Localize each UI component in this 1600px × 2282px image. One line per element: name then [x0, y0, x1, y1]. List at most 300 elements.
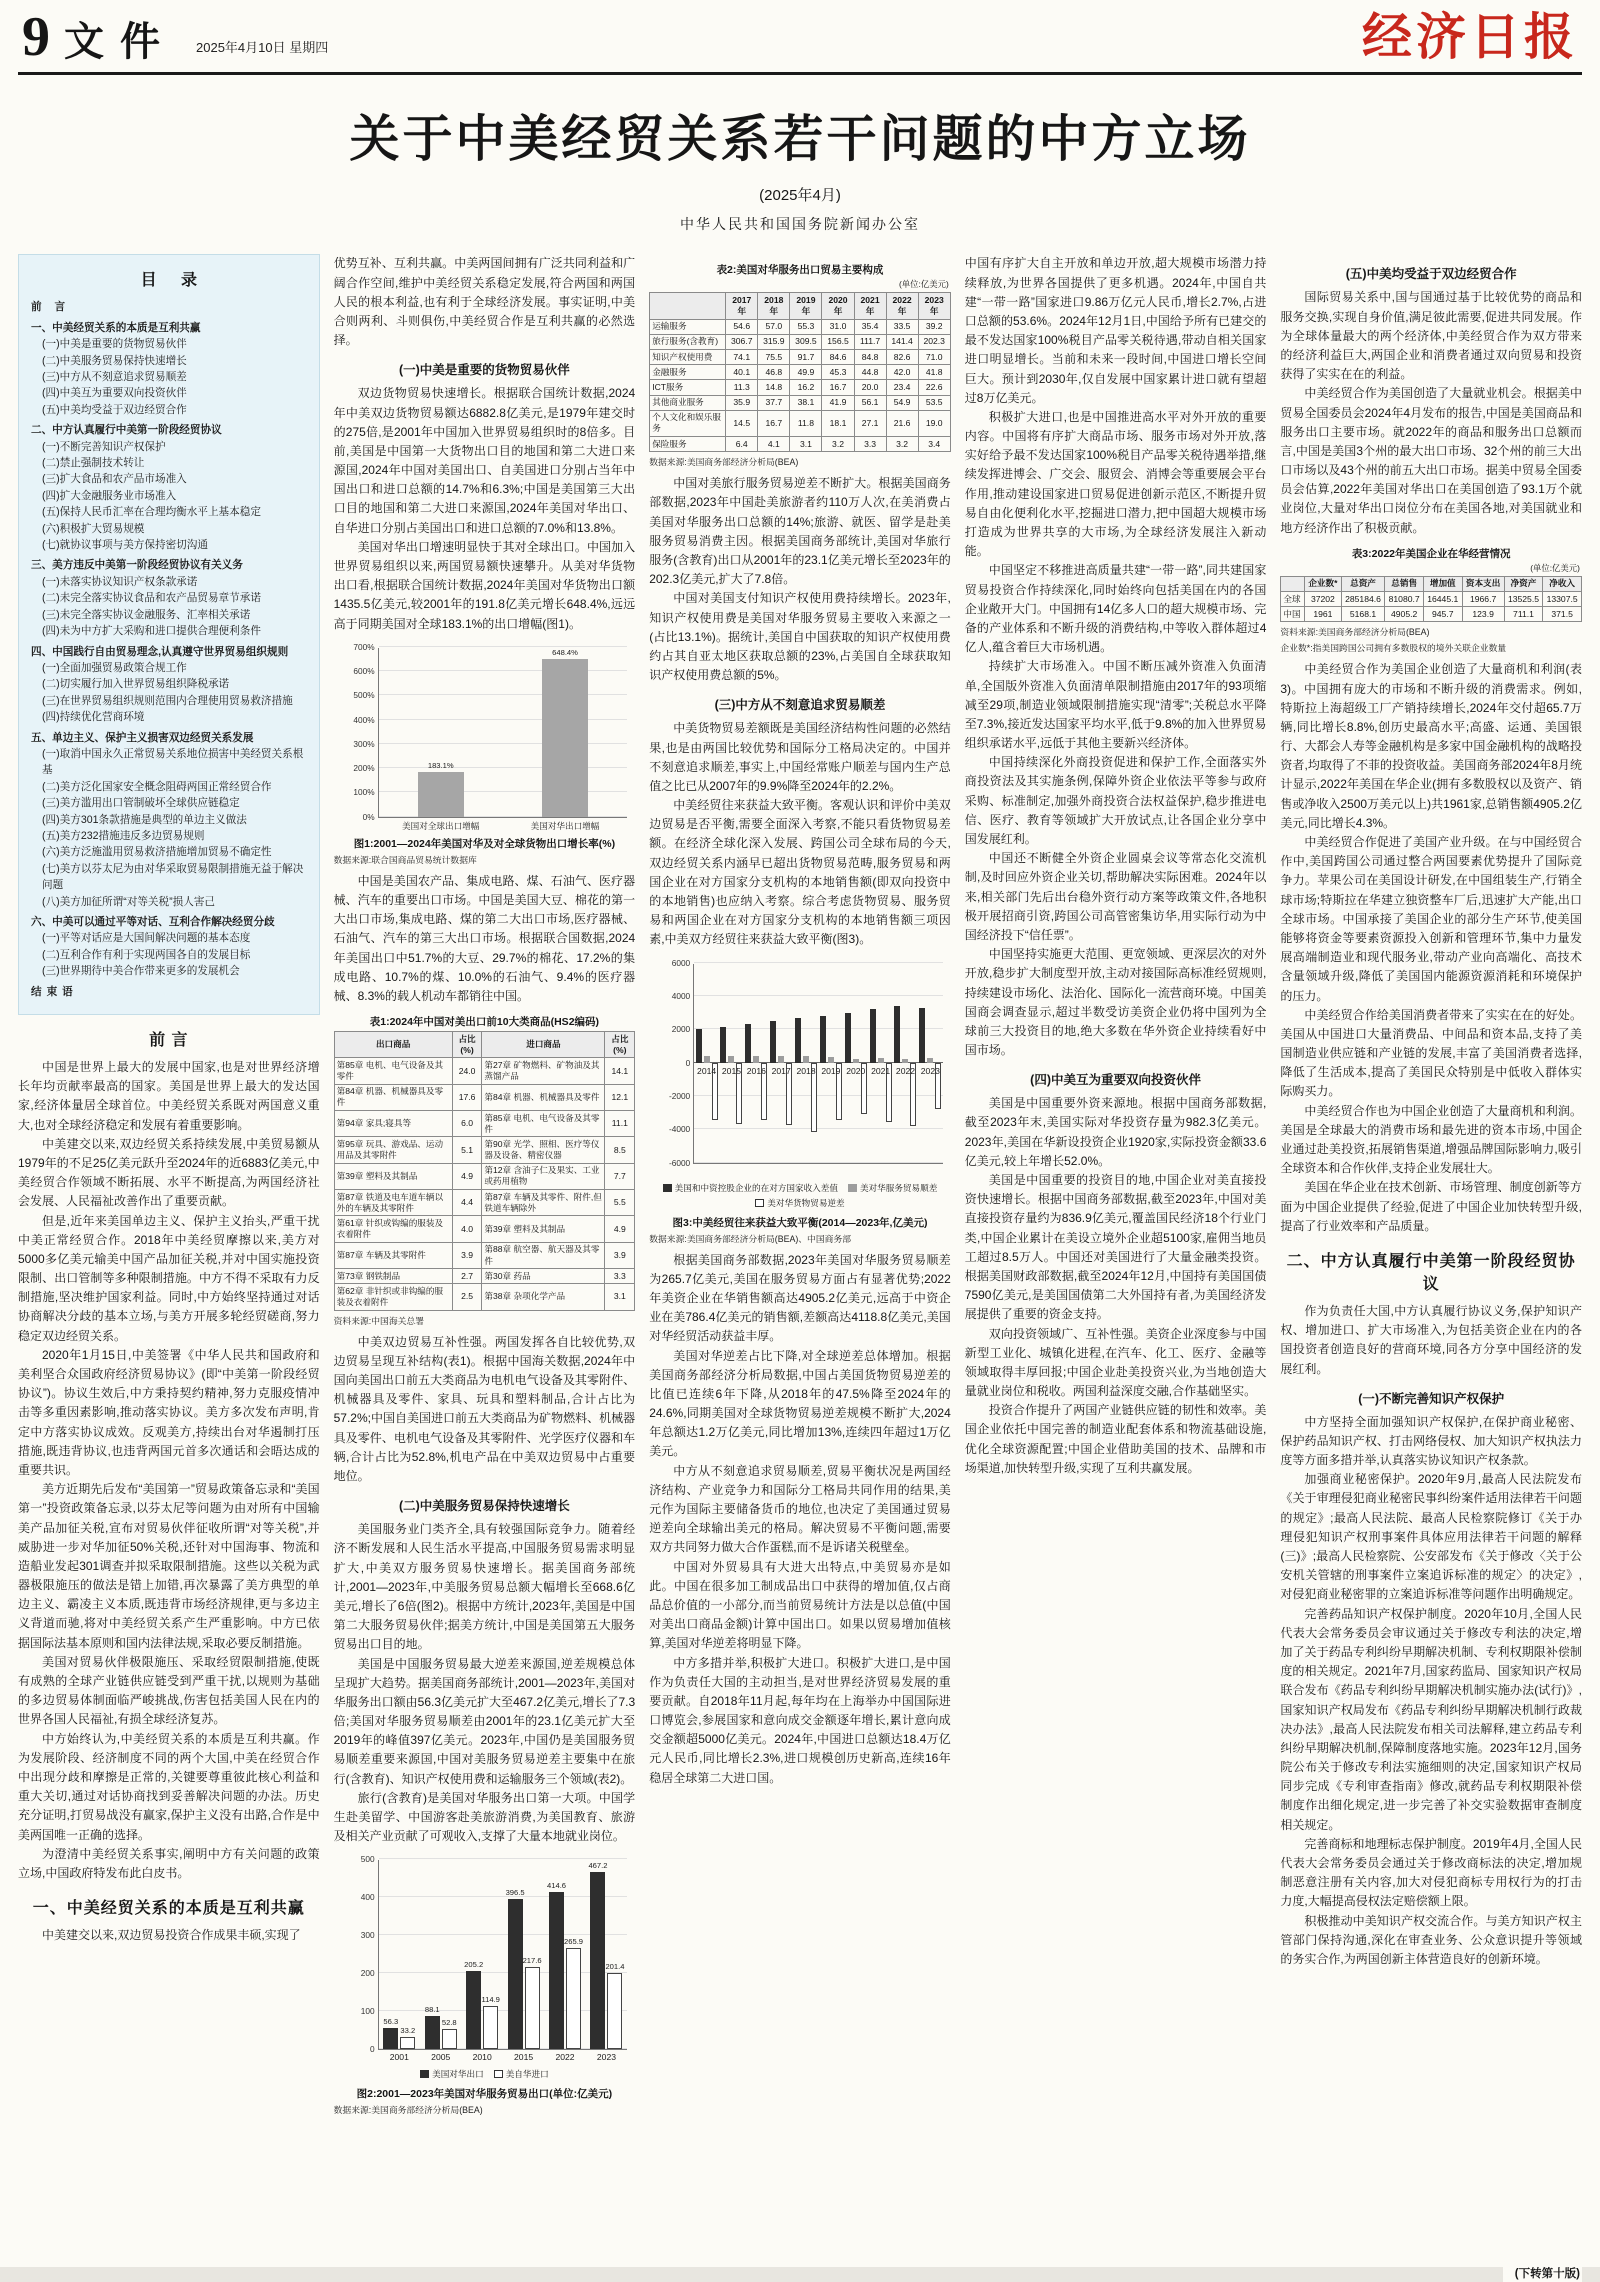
sub-heading: (四)中美互为重要双向投资伙伴	[1030, 1073, 1201, 1088]
y-axis-tick: 200	[360, 1968, 375, 1979]
toc-item: (六)美方泛施滥用贸易救济措施增加贸易不确定性	[42, 846, 272, 859]
figure-source: 数据来源:美国商务部经济分析局(BEA)	[333, 2105, 483, 2116]
column-header: 2019年	[790, 293, 822, 319]
bar	[400, 2037, 415, 2050]
table-cell: 38.1	[790, 395, 822, 410]
table-cell: 44.8	[854, 365, 886, 380]
table-header-row	[1281, 576, 1582, 591]
paragraph: 中方从不刻意追求贸易顺差,贸易平衡状况是两国经济结构、产业竞争力和国际分工格局共同作用的结果,美元作为国际主要储备货币的地位,也决定了美国通过贸易逆差向全球输出美元的格局。解决贸易不平衡问题,需要双方共同努力做大合作蛋糕,而不是诉诸关税壁垒。	[649, 1463, 951, 1555]
gridline	[694, 962, 943, 963]
toc-item: (四)持续优化营商环境	[42, 711, 145, 724]
chart-legend	[649, 1182, 951, 1209]
table-cell: 中国	[1281, 607, 1305, 622]
table-2	[649, 262, 951, 468]
table-cell: 14.8	[758, 380, 790, 395]
y-axis-tick: 2000	[671, 1024, 691, 1035]
table-cell: 4.9	[605, 1216, 635, 1242]
x-axis-label: 2017	[771, 1065, 791, 1076]
table-cell: 37.7	[758, 395, 790, 410]
paragraph: 完善药品知识产权保护制度。2020年10月,全国人民代表大会常务委员会审议通过关于修改专利法的决定,增加了关于药品专利纠纷早期解决机制、专利权期限补偿制度的相关规定。2021年7月,国家药监局、国家知识产权局联合发布《药品专利纠纷早期解决机制实施办法(试行)》,国家知识产权局发布《药品专利纠纷早期解决机制行政裁决办法》,最高人民法院发布相关司法解释,建立药品专利纠纷早期解决机制,保障制度落地实施。2023年12月,国务院公布关于修改专利法实施细则的决定,国家知识产权局同步完成《专利审查指南》修改,就药品专利权期限补偿制度作出细化规定,进一步完善了补交实验数据审查制度相关规定。	[1280, 1606, 1582, 1832]
bar	[753, 1056, 759, 1062]
paragraph: 美国是中国服务贸易最大逆差来源国,逆差规模总体呈现扩大趋势。据美国商务部统计,2001—2023年,美国对华服务出口额由56.3亿美元扩大至467.2亿美元,增长了7.3倍;美国对华服务贸易顺差由2001年的23.1亿美元扩大至2019年的峰值397亿美元。2023年,中国仍是美国服务贸易顺差重要来源国,中国对美服务贸易逆差主要集中在旅行(含教育)、知识产权使用费和运输服务三个领域(表2)。	[333, 1656, 636, 1786]
legend-item	[755, 1197, 844, 1209]
y-axis-tick: 100%	[353, 787, 375, 798]
table-cell: 13525.5	[1504, 592, 1543, 607]
data-table	[1280, 576, 1582, 623]
toc-item: (四)美方301条款措施是典型的单边主义做法	[42, 813, 247, 826]
table-cell: 4.1	[758, 437, 790, 452]
toc-item: (一)全面加强贸易政策合规工作	[42, 661, 187, 674]
table-cell: 12.1	[605, 1084, 635, 1110]
gridline	[379, 791, 628, 792]
table-cell: 第27章 矿物燃料、矿物油及其蒸馏产品	[482, 1058, 605, 1084]
table-cell: 75.5	[758, 350, 790, 365]
paragraph: 积极扩大进口,也是中国推进高水平对外开放的重要内容。中国将有序扩大商品市场、服务市场对外开放,落实好给予最不发达国家100%税目产品零关税待遇举措,继续发挥进博会、广交会、服贸会、消博会等重要展会平台作用,推动建设国家进口贸易促进创新示范区,不断提升贸易自由化便利化水平,挖掘进口潜力,把中国超大规模市场打造成为世界共享的大市场,为全球经济发展注入新动能。	[964, 409, 1267, 559]
paragraph: 完善商标和地理标志保护制度。2019年4月,全国人民代表大会常务委员会通过关于修改商标法的决定,增加规制恶意注册有关内容,加大对侵犯商标专用权行为的打击力度,大幅提高侵权法定赔偿额上限。	[1280, 1836, 1582, 1909]
paragraph: 中美经贸合作为美国企业创造了大量商机和利润(表3)。中国拥有庞大的市场和不断升级的消费需求。例如,特斯拉上海超级工厂产销持续增长,2024年交付超65.7万辆,同比增长8.8%,创历史最高水平;高盛、运通、美国银行、大都会人寿等金融机构是多家中国金融机构的战略投资者,均取得了不菲的投资收益。美国商务部2024年8月统计显示,2022年美国在华企业(拥有多数股权以及资产、销售或净收入2500万美元以上)共1961家,总销售额4905.2亿美元,同比增长4.3%。	[1280, 662, 1582, 830]
table-cell: 91.7	[790, 350, 822, 365]
column-header: 占比(%)	[452, 1032, 482, 1058]
x-axis-label: 2015	[721, 1065, 742, 1076]
table-source: 资料来源:美国商务部经济分析局(BEA)	[1280, 627, 1430, 638]
table-cell: 74.1	[726, 350, 758, 365]
toc-item: (三)扩大食品和农产品市场准入	[42, 473, 187, 486]
toc-item: (一)平等对话应是大国间解决问题的基本态度	[42, 932, 251, 945]
table-cell: 第85章 电机、电气设备及其零件	[482, 1111, 605, 1137]
paragraph: 中美经贸合作给美国消费者带来了实实在在的好处。美国从中国进口大量消费品、中间品和资本品,支持了美国制造业供应链和产业链的发展,丰富了美国消费者选择,降低了生活成本,提高了美国民众特别是中低收入群体实际购买力。	[1280, 1007, 1582, 1099]
gridline	[379, 767, 628, 768]
y-axis-tick: 0	[685, 1057, 691, 1068]
date-line: 2025年4月10日 星期四	[196, 40, 329, 56]
y-axis-tick: -4000	[668, 1124, 691, 1135]
toc-item: (三)中方从不刻意追求贸易顺差	[42, 371, 187, 384]
table-cell: 24.0	[452, 1058, 482, 1084]
table-row	[650, 395, 951, 410]
toc-item: (一)不断完善知识产权保护	[42, 440, 166, 453]
y-axis-tick: 0	[369, 2044, 375, 2055]
bar	[525, 1967, 540, 2050]
paragraph: 双向投资领域广、互补性强。美资企业深度参与中国新型工业化、城镇化进程,在汽车、化工、医疗、金融等领域取得丰厚回报;中国企业赴美投资兴业,为当地创造大量就业岗位和税收。两国利益深度交融,合作基础坚实。	[964, 1326, 1267, 1399]
paragraph: 国际贸易关系中,国与国通过基于比较优势的商品和服务交换,实现自身价值,满足彼此需要,促进共同发展。作为全球体量最大的两个经济体,中美经贸合作为双方带来的经济利益巨大,两国企业和消费者通过双向贸易和投资获得了实实在在的利益。	[1280, 290, 1582, 382]
toc-item: (三)在世界贸易组织规则范围内合理使用贸易救济措施	[42, 694, 293, 707]
paragraph: 中国有序扩大自主开放和单边开放,超大规模市场潜力持续释放,为世界各国提供了更多机遇。2024年,中国自共建“一带一路”国家进口9.86万亿元人民币,增长2.7%,占进口总额的53.6%。2024年12月1日,中国给予所有已建交的最不发达国家100%税目产品零关税待遇,带动自相关国家进口明显增长。当前和未来一段时间,中国进口增长空间巨大。预计到2030年,仅自发展中国家累计进口就有望超过8万亿美元。	[964, 256, 1267, 405]
table-cell: 371.5	[1543, 607, 1582, 622]
table-row	[334, 1242, 635, 1268]
table-cell: 14.5	[726, 410, 758, 436]
table-cell: 35.9	[726, 395, 758, 410]
y-axis-tick: 400	[360, 1892, 375, 1903]
bar	[902, 1059, 908, 1063]
table-cell: 1966.7	[1462, 592, 1504, 607]
paragraph: 持续扩大市场准入。中国不断压减外资准入负面清单,全国版外资准入负面清单限制措施由2017年的93项缩减至29项,制造业领域限制措施实现“清零”;关税总水平降至7.3%,接近发达国家平均水平,低于9.8%的加入世界贸易组织承诺水平,远低于其他主要新兴经济体。	[964, 659, 1267, 751]
column-header: 2020年	[822, 293, 854, 319]
legend-label: 美国对华出口	[432, 2069, 484, 2080]
bar	[878, 1058, 884, 1062]
table-cell: 7.7	[605, 1163, 635, 1189]
table-header-row	[650, 293, 951, 319]
bar-value-label: 114.9	[481, 1994, 500, 2004]
table-cell: 第87章 车辆及其零附件	[334, 1242, 452, 1268]
table-cell: 第39章 塑料及其制品	[482, 1216, 605, 1242]
table-cell: 4.9	[452, 1163, 482, 1189]
table-row	[650, 365, 951, 380]
legend-item	[848, 1182, 937, 1194]
toc-item: 一、中美经贸关系的本质是互利共赢	[31, 321, 201, 334]
table-source: 资料来源:中国海关总署	[333, 1315, 425, 1326]
paragraph: 中美建交以来,双边经贸关系持续发展,中美贸易额从1979年的不足25亿美元跃升至2024年的近6883亿美元,中美经贸合作领域不断拓展、水平不断提高,为两国经济社会发展、人民福祉改善作出了重要贡献。	[18, 1136, 320, 1209]
continuation-note: (下转第十版)	[1503, 2262, 1582, 2282]
x-axis-label: 2020	[846, 1065, 866, 1076]
y-axis-tick: 300	[360, 1930, 375, 1941]
table-cell: 第95章 玩具、游戏品、运动用品及其零附件	[334, 1137, 452, 1163]
table-cell: 315.9	[758, 334, 790, 349]
table-row	[650, 319, 951, 334]
bar-value-label: 648.4%	[552, 648, 578, 658]
article-title-block	[18, 75, 1582, 246]
bar-value-label: 33.2	[400, 2025, 416, 2035]
table-cell: 45.3	[822, 365, 854, 380]
paragraph: 美方近期先后发布“美国第一”贸易政策备忘录和“美国第一”投资政策备忘录,以芬太尼等问题为由对所有中国输美产品加征关税,宣布对贸易伙伴征收所谓“对等关税”,并威胁进一步对华加征50%关税,还针对中国海事、物流和造船业发起301调查并拟采取限制措施。这些以关税为武器极限施压的做法是错上加错,再次暴露了美方典型的单边主义、霸凌主义本质,既违背市场经济规律,更与多边主义背道而驰,将对中美经贸关系产生严重影响。中方已依据国际法基本原则和国内法律法规,采取必要反制措施。	[18, 1482, 320, 1650]
bar	[466, 1971, 481, 2049]
legend-swatch	[663, 1184, 672, 1192]
column-4	[965, 254, 1267, 2282]
bar-value-label: 56.3	[383, 2016, 399, 2026]
column-header: 企业数*	[1305, 576, 1342, 591]
bar-value-label: 265.9	[564, 1937, 584, 1947]
y-axis-tick: -2000	[668, 1090, 691, 1101]
figure-caption: 图1:2001—2024年美国对华及对全球货物出口增长率(%)	[353, 837, 616, 850]
table-row	[334, 1190, 635, 1216]
bar	[927, 1058, 933, 1062]
table-cell: 第62章 非针织或非钩编的服装及衣着附件	[334, 1284, 452, 1310]
paragraph: 中美经贸合作促进了美国产业升级。在与中国经贸合作中,美国跨国公司通过整合两国要素优势提升了国际竞争力。苹果公司在美国设计研发,在中国组装生产,行销全球市场;特斯拉在华建立独资整车厂后,迅速扩大产能,出口全球市场。中国承接了美国企业的部分生产环节,使美国能够将资金等要素资源投入创新和管理环节,集中力量发展高端制造业和现代服务业,带动产业向高端化、高技术含量领域升级,降低了美国国内能源资源消耗和环境保护的压力。	[1280, 835, 1582, 1003]
bar	[728, 1056, 734, 1062]
paragraph: 中美经贸合作也为中国企业创造了大量商机和利润。美国是全球最大的消费市场和最先进的资本市场,中国企业通过赴美投资,拓展销售渠道,增强品牌国际影响力,吸引全球资本和合作伙伴,支持企业发展壮大。	[1280, 1103, 1582, 1176]
table-cell: 46.8	[758, 365, 790, 380]
table-unit: (单位:亿美元)	[1530, 562, 1580, 573]
column-header: 出口商品	[334, 1032, 452, 1058]
toc-item: (二)未完全落实协议食品和农产品贸易章节承诺	[42, 592, 261, 605]
table-cell: 71.0	[918, 350, 950, 365]
x-axis-label: 2014	[697, 1065, 717, 1076]
table-cell: 6.0	[452, 1111, 482, 1137]
x-axis-label: 2023	[920, 1065, 940, 1076]
sub-heading: (一)不断完善知识产权保护	[1358, 1391, 1505, 1406]
table-cell: 16.7	[822, 380, 854, 395]
table-cell: 3.1	[605, 1284, 635, 1310]
table-cell: 运输服务	[650, 319, 726, 334]
table-note: 企业数*:指美国跨国公司拥有多数股权的境外关联企业数量	[1280, 643, 1507, 654]
paragraph: 加强商业秘密保护。2020年9月,最高人民法院发布《关于审理侵犯商业秘密民事纠纷案件适用法律若干问题的规定》;最高人民法院、最高人民检察院修订《关于办理侵犯知识产权刑事案件具体应用法律若干问题的解释(三)》;最高人民检察院、公安部发布《关于修改〈关于公安机关管辖的刑事案件立案追诉标准的规定〉的决定》,对侵犯商业秘密罪的立案追诉标准等问题作出明确规定。	[1280, 1472, 1582, 1602]
table-cell: 17.6	[452, 1084, 482, 1110]
toc-item: (六)积极扩大贸易规模	[42, 522, 145, 535]
table-cell: 49.9	[790, 365, 822, 380]
table-cell: 27.1	[854, 410, 886, 436]
table-cell: 18.1	[822, 410, 854, 436]
table-cell: 第84章 机器、机械器具及零件	[334, 1084, 452, 1110]
bar	[425, 2016, 440, 2049]
paragraph: 中国坚定不移推进高质量共建“一带一路”,同共建国家贸易投资合作持续深化,同时始终向包括美国在内的各国企业敞开大门。中国拥有14亿多人口的超大规模市场、完备的产业体系和不断升级的消费结构,中等收入群体超过4亿人,蕴含着巨大市场机遇。	[964, 563, 1267, 655]
toc-item: (五)美方232措施违反多边贸易规则	[42, 829, 205, 842]
y-axis-tick: 500%	[353, 690, 375, 701]
paragraph: 优势互补、互利共赢。中美两国间拥有广泛共同利益和广阔合作空间,维护中美经贸关系稳定发展,符合两国和两国人民的根本利益,也有利于全球经济发展。事实证明,中美合则两利、斗则俱伤,中美经贸合作是互利共赢的必然选择。	[333, 256, 636, 348]
legend-swatch	[494, 2070, 503, 2078]
table-cell: 个人文化和娱乐服务	[650, 410, 726, 436]
table-row	[334, 1058, 635, 1084]
bar	[853, 1059, 859, 1063]
column-1	[18, 254, 320, 2282]
table-cell: 全球	[1281, 592, 1305, 607]
table-cell: 23.4	[886, 380, 918, 395]
table-row	[334, 1216, 635, 1242]
table-cell: 54.6	[726, 319, 758, 334]
paragraph: 中国坚持实施更大范围、更宽领域、更深层次的对外开放,稳步扩大制度型开放,主动对接国际高标准经贸规则,持续建设市场化、法治化、国际化一流营商环境。中国美国商会调查显示,超过半数受访美资企业仍将中国列为全球前三大投资目的地,绝大多数在华外资企业持续看好中国市场。	[964, 947, 1267, 1058]
newspaper-masthead: 经济日报	[1362, 9, 1578, 66]
table-header-row	[334, 1032, 635, 1058]
paragraph: 中方坚持全面加强知识产权保护,在保护商业秘密、保护药品知识产权、打击网络侵权、加大知识产权执法力度等方面多措并举,认真落实协议知识产权条款。	[1280, 1414, 1582, 1468]
toc-item: (一)未落实协议知识产权条款承诺	[42, 575, 198, 588]
bar	[745, 1024, 751, 1062]
section-heading: 一、中美经贸关系的本质是互利共赢	[32, 1900, 305, 1918]
x-axis-label: 2021	[871, 1065, 891, 1076]
paragraph: 美国对华逆差占比下降,对全球逆差总体增加。根据美国商务部经济分析局数据,中国占美国货物贸易逆差的比值已连续6年下降,从2018年的47.5%降至2024年的24.6%,同期美国对全球货物贸易逆差规模不断扩大,2024年总额达1.2万亿美元,同比增加13%,连续四年超过1万亿美元。	[649, 1348, 951, 1459]
table-cell: 3.9	[605, 1242, 635, 1268]
data-table	[649, 292, 951, 452]
table-cell: 42.0	[886, 365, 918, 380]
bar	[845, 1013, 851, 1062]
x-axis-label: 2022	[895, 1065, 916, 1076]
sub-heading: (五)中美均受益于双边经贸合作	[1345, 267, 1517, 282]
paragraph: 中方始终认为,中美经贸关系的本质是互利共赢。作为发展阶段、经济制度不同的两个大国,中美在经贸合作中出现分歧和摩擦是正常的,关键要尊重彼此核心利益和重大关切,通过对话协商找到妥善解决问题的办法。历史充分证明,打贸易战没有赢家,保护主义没有出路,合作是中美两国唯一正确的选择。	[18, 1731, 320, 1842]
x-axis-label: 美国对全球出口增幅	[402, 820, 480, 831]
table-cell: 16.7	[758, 410, 790, 436]
toc-item: (四)未为中方扩大采购和进口提供合理便利条件	[42, 625, 261, 638]
toc-item: 前 言	[31, 301, 71, 314]
toc-item: (五)中美均受益于双边经贸合作	[42, 403, 187, 416]
table-cell: 3.3	[605, 1269, 635, 1284]
y-axis-tick: -6000	[668, 1157, 691, 1168]
bar-value-label: 467.2	[588, 1860, 608, 1870]
column-header: 2017年	[726, 293, 758, 319]
article-title: 关于中美经贸关系若干问题的中方立场	[349, 111, 1251, 168]
toc-item: (一)取消中国永久正常贸易关系地位损害中美经贸关系根基	[42, 747, 304, 777]
figure-source: 数据来源:联合国商品贸易统计数据库	[333, 854, 477, 865]
paragraph: 美国对华出口增速明显快于其对全球出口。中国加入世界贸易组织以来,两国贸易额快速攀升。从美对华货物出口看,根据联合国统计数据,2024年美国对华货物出口额1435.5亿美元,较2001年的191.8亿美元增长648.4%,远远高于同期美国对全球183.1%的出口增幅(图1)。	[333, 539, 636, 631]
table-cell: 31.0	[822, 319, 854, 334]
table-cell: 第61章 针织或钩编的服装及衣着附件	[334, 1216, 452, 1242]
page-number: 9	[22, 6, 50, 68]
figure-2	[333, 1854, 636, 2116]
table-cell: 111.7	[854, 334, 886, 349]
toc-item: 二、中方认真履行中美第一阶段经贸协议	[31, 424, 222, 437]
toc-item: (八)美方加征所谓“对等关税”损人害己	[42, 895, 216, 908]
table-cell: 第87章 车辆及其零件、附件,但铁道车辆除外	[482, 1190, 605, 1216]
paragraph: 中国是美国农产品、集成电路、煤、石油气、医疗器械、汽车的重要出口市场。中国是美国大豆、棉花的第一大出口市场,集成电路、煤的第二大出口市场,医疗器械、石油气、汽车的第三大出口市场。根据联合国数据,2024年美国出口中51.7%的大豆、29.7%的棉花、17.2%的集成电路、10.7%的煤、10.0%的石油气、9.4%的医疗器械、8.3%的载人机动车都销往中国。	[333, 873, 636, 1003]
toc-item: (二)禁止强制技术转让	[42, 457, 145, 470]
legend-label: 美对华货物贸易逆差	[767, 1197, 845, 1208]
table-cell: 5.1	[452, 1137, 482, 1163]
table-cell: 306.7	[726, 334, 758, 349]
table-cell: 81080.7	[1385, 592, 1424, 607]
table-row	[650, 437, 951, 452]
table-cell: 82.6	[886, 350, 918, 365]
x-axis-label: 2016	[746, 1065, 766, 1076]
table-caption: 表3:2022年美国企业在华经营情况	[1351, 547, 1511, 560]
table-cell: 3.3	[854, 437, 886, 452]
x-axis-label: 2019	[821, 1065, 841, 1076]
bar	[549, 1892, 564, 2050]
table-caption: 表2:美国对华服务出口贸易主要构成	[716, 264, 884, 277]
toc-item: (二)互利合作有利于实现两国各自的发展目标	[42, 948, 251, 961]
table-cell: 20.0	[854, 380, 886, 395]
bar	[894, 1006, 900, 1063]
toc-item: 三、美方违反中美第一阶段经贸协议有关义务	[31, 559, 243, 572]
table-cell: ICT服务	[650, 380, 726, 395]
paragraph: 中美经贸往来获益大致平衡。客观认识和评价中美双边贸易是否平衡,需要全面深入考察,不能只看货物贸易差额。在经济全球化深入发展、跨国公司全球布局的今天,双边经贸关系内涵早已超出货物贸易范畴,服务贸易和两国企业在对方国家分支机构的本地销售额(即双向投资中的本地销售)也应纳入考察。综合考虑货物贸易、服务贸易和两国企业在对方国家分支机构的本地销售额三项因素,中美双方经贸往来获益大致平衡(图3)。	[649, 798, 951, 947]
toc-item: 六、中美可以通过平等对话、互利合作解决经贸分歧	[31, 916, 275, 929]
table-of-contents	[18, 254, 320, 1015]
table-cell: 2.7	[452, 1269, 482, 1284]
table-cell: 57.0	[758, 319, 790, 334]
table-cell: 2.5	[452, 1284, 482, 1310]
table-cell: 285184.6	[1341, 592, 1385, 607]
table-row	[334, 1269, 635, 1284]
paragraph: 中美货物贸易差额既是美国经济结构性问题的必然结果,也是由两国比较优势和国际分工格局决定的。中国并不刻意追求顺差,事实上,中国经常账户顺差与国内生产总值之比已从2007年的9.9%降至2024年的2.2%。	[649, 721, 951, 793]
chart-plot	[668, 957, 943, 1168]
table-cell: 4.4	[452, 1190, 482, 1216]
table-cell: 56.1	[854, 395, 886, 410]
toc-item: 结束语	[31, 985, 78, 998]
sub-heading: (二)中美服务贸易保持快速增长	[398, 1499, 570, 1514]
bar-value-label: 183.1%	[427, 761, 454, 771]
bar	[696, 1029, 702, 1062]
bar-value-label: 205.2	[464, 1960, 484, 1970]
table-cell: 4.0	[452, 1216, 482, 1242]
y-axis-tick: 0%	[362, 811, 375, 822]
bar	[704, 1056, 710, 1062]
table-source: 数据来源:美国商务部经济分析局(BEA)	[649, 457, 799, 468]
paragraph: 美国是中国重要的投资目的地,中国企业对美直接投资快速增长。根据中国商务部数据,截至2023年,中国对美直接投资存量约为836.9亿美元,覆盖国民经济18个行业门类,中国企业累计在美设立境外企业超5100家,雇佣当地员工超过8.5万人。中国还对美国进行了大量金融类投资。根据美国财政部数据,截至2024年12月,中国持有美国国债7590亿美元,是美国国债第二大外国持有者,为美国经济发展提供了重要的资金支持。	[964, 1173, 1267, 1322]
table-cell: 8.5	[605, 1137, 635, 1163]
table-cell: 14.1	[605, 1058, 635, 1084]
toc-item: (七)就协议事项与美方保持密切沟通	[42, 539, 208, 552]
toc-item: (一)中美是重要的货物贸易伙伴	[42, 338, 187, 351]
gridline	[379, 719, 628, 720]
column-3	[649, 254, 951, 2282]
column-header	[1281, 576, 1305, 591]
table-cell: 第73章 钢铁制品	[334, 1269, 452, 1284]
gridline	[694, 1128, 943, 1129]
section-name: 文件	[64, 20, 176, 65]
toc-item: 四、中国践行自由贸易理念,认真遵守世界贸易组织规则	[31, 645, 289, 658]
paragraph: 中美双边贸易互补性强。两国发挥各自比较优势,双边贸易呈现互补结构(表1)。根据中国海关数据,2024年中国向美国出口前五大类商品为电机电气设备及其零附件、机械器具及零件、家具、玩具和塑料制品,合计占比为57.2%;中国自美国进口前五大类商品为矿物燃料、机械器具及零件、电机电气设备及其零附件、光学医疗仪器和车辆,合计占比为52.8%,机电产品在中美双边贸易中占重要地位。	[333, 1334, 636, 1483]
toc-item: (二)美方泛化国家安全概念阻碍两国正常经贸合作	[42, 780, 272, 793]
table-cell: 第39章 塑料及其制品	[334, 1163, 452, 1189]
figure-3	[649, 957, 951, 1245]
paragraph: 旅行(含教育)是美国对华服务出口第一大项。中国学生赴美留学、中国游客赴美旅游消费,为美国教育、旅游及相关产业贡献了可观收入,支撑了大量本地就业岗位。	[333, 1790, 636, 1844]
y-axis-tick: 400%	[353, 714, 375, 725]
bar	[919, 1008, 925, 1063]
article-columns	[18, 254, 1582, 2282]
table-cell: 第12章 含油子仁及果实、工业或药用植物	[482, 1163, 605, 1189]
table-cell: 84.8	[854, 350, 886, 365]
toc-item: (七)美方以芬太尼为由对华采取贸易限制措施无益于解决问题	[42, 862, 304, 892]
column-header: 总资产	[1341, 576, 1385, 591]
table-cell: 54.9	[886, 395, 918, 410]
table-cell: 41.8	[918, 365, 950, 380]
table-cell: 保险服务	[650, 437, 726, 452]
paragraph: 美国是中国重要外资来源地。根据中国商务部数据,截至2023年末,美国实际对华投资存量为982.3亿美元。2023年,美国在华新设投资企业1920家,实际投资金额33.6亿美元,较上年增长52.0%。	[964, 1096, 1267, 1168]
toc-item: (四)中美互为重要双向投资伙伴	[42, 387, 187, 400]
y-axis-tick: 100	[360, 2006, 375, 2017]
paragraph: 中国对美旅行服务贸易逆差不断扩大。根据美国商务部数据,2023年中国赴美旅游者约110万人次,在美消费占美国对华服务出口总额的14%;旅游、就医、留学是赴美服务贸易消费主因。根据美国商务部统计,美国对华旅行服务(含教育)出口从2001年的23.1亿美元增长至2023年的202.3亿美元,扩大了7.8倍。	[649, 476, 951, 587]
bar	[803, 1056, 809, 1063]
legend-label: 美国和中资控股企业的在对方国家收入差值	[674, 1182, 838, 1193]
table-cell: 第30章 药品	[482, 1269, 605, 1284]
toc-item: 五、单边主义、保护主义损害双边经贸关系发展	[31, 731, 254, 744]
column-5	[1280, 254, 1582, 2282]
table-cell: 第94章 家具;寝具等	[334, 1111, 452, 1137]
paragraph: 中美经贸合作为美国创造了大量就业机会。根据美中贸易全国委员会2024年4月发布的报告,中国是美国商品和服务出口主要市场。就2022年的商品和服务出口总额而言,中国是美国3个州的最大出口市场、32个州的前三大出口市场以及43个州的前五大出口市场。据美中贸易全国委员会估算,2022年美国对华出口在美国创造了93.1万个就业岗位,大量对华出口岗位分布在美国各地,对美国就业和地方经济作出了积极贡献。	[1280, 386, 1582, 535]
column-header: 2022年	[886, 293, 918, 319]
chart-plot	[360, 1854, 628, 2063]
table-cell: 3.9	[452, 1242, 482, 1268]
toc-item: (三)美方滥用出口管制破坏全球供应链稳定	[42, 797, 240, 810]
y-axis-tick: 200%	[353, 763, 375, 774]
page-header-left	[22, 6, 329, 68]
table-cell: 945.7	[1423, 607, 1462, 622]
column-header: 资本支出	[1462, 576, 1504, 591]
paragraph: 中国对外贸易具有大进大出特点,中美贸易亦是如此。中国在很多加工制成品出口中获得的增加值,仅占商品总价值的一小部分,而当前贸易统计方法是以总值(中国对美出口商品金额)计算中国出口。如果以贸易增加值核算,美国对华逆差将明显下降。	[649, 1559, 951, 1651]
table-cell: 第87章 铁道及电车道车辆以外的车辆及其零附件	[334, 1190, 452, 1216]
table-cell: 309.5	[790, 334, 822, 349]
paragraph: 中美建交以来,双边贸易投资合作成果丰硕,实现了	[42, 1928, 301, 1943]
table-cell: 53.5	[918, 395, 950, 410]
data-table	[334, 1031, 636, 1311]
toc-item: (三)未完全落实协议金融服务、汇率相关承诺	[42, 608, 251, 621]
article-author: 中华人民共和国国务院新闻办公室	[680, 216, 920, 233]
column-header: 进口商品	[482, 1032, 605, 1058]
gridline	[379, 743, 628, 744]
paragraph: 中国持续深化外商投资促进和保护工作,全面落实外商投资法及其实施条例,保障外资企业依法平等参与政府采购、标准制定,加强外商投资合法权益保护,稳步推进电信、医疗、教育等领域扩大开放试点,让各国企业分享中国发展红利。	[964, 755, 1267, 847]
table-cell: 22.6	[918, 380, 950, 395]
gridline	[379, 670, 628, 671]
gridline	[379, 1858, 628, 1859]
column-header: 2018年	[758, 293, 790, 319]
sub-heading: (一)中美是重要的货物贸易伙伴	[398, 363, 570, 378]
bar	[483, 2006, 498, 2050]
table-cell: 19.0	[918, 410, 950, 436]
paragraph: 中国对美国支付知识产权使用费持续增长。2023年,知识产权使用费是美国对华服务贸易主要收入来源之一(占比13.1%)。据统计,美国自中国获取的知识产权使用费约占其自亚太地区获取总额的23%,占美国自全球获取知识产权使用费总额的5%。	[649, 591, 951, 683]
bar	[820, 1016, 826, 1063]
table-cell: 141.4	[886, 334, 918, 349]
page-header	[18, 8, 1582, 75]
paragraph: 作为负责任大国,中方认真履行协议义务,保护知识产权、增加进口、扩大市场准入,为包括美资企业在内的各国投资者创造良好的营商环境,同各方分享中国经济的发展红利。	[1280, 1303, 1582, 1376]
table-cell: 3.2	[822, 437, 854, 452]
toc-item: (五)保持人民币汇率在合理均衡水平上基本稳定	[42, 506, 261, 519]
gridline	[379, 646, 628, 647]
column-header: 2021年	[854, 293, 886, 319]
x-axis-label: 2023	[596, 2052, 617, 2063]
bar	[870, 1009, 876, 1062]
table-cell: 1961	[1305, 607, 1342, 622]
bar-value-label: 201.4	[605, 1961, 625, 1971]
table-cell: 13307.5	[1543, 592, 1582, 607]
table-caption: 表1:2024年中国对美出口前10大类商品(HS2编码)	[369, 1016, 600, 1029]
column-header: 总销售	[1385, 576, 1424, 591]
bar	[828, 1057, 834, 1063]
table-cell: 金融服务	[650, 365, 726, 380]
